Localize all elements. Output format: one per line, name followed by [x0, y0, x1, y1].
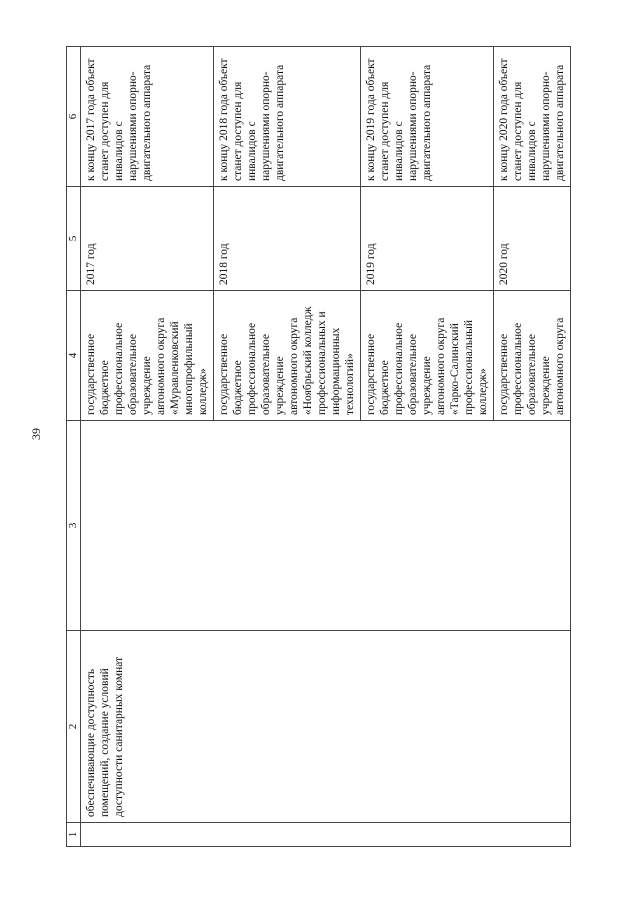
cell-year: 2017 год	[81, 187, 214, 291]
header-col-2: 2	[67, 631, 81, 823]
cell-year: 2019 год	[361, 187, 494, 291]
header-col-4: 4	[67, 291, 81, 421]
rotated-table-container	[66, 47, 566, 847]
header-col-6: 6	[67, 47, 81, 187]
cell-institution: государственное бюджетное профессиональное образовательное учреждение автономного округа «Ноябрьский колледж профессиональных и информационных технологий»	[214, 291, 361, 421]
header-col-5: 5	[67, 187, 81, 291]
measures-table	[66, 46, 571, 847]
header-col-1: 1	[67, 823, 81, 847]
table-row	[81, 47, 214, 847]
cell-institution: государственное бюджетное профессиональное образовательное учреждение автономного округа «Муравленковский многопрофильный колледж»	[81, 291, 214, 421]
cell-col-3	[81, 421, 571, 631]
cell-year: 2020 год	[494, 187, 571, 291]
header-col-3: 3	[67, 421, 81, 631]
cell-measure-description: обеспечивающие доступность помещений, создание условий доступности санитарных комнат	[81, 631, 571, 823]
header-row	[67, 47, 81, 847]
cell-institution: государственное профессиональное образовательное учреждение автономного округа	[494, 291, 571, 421]
cell-result: к концу 2020 года объект станет доступен для инвалидов с нарушениями опорно-двигательного аппарата	[494, 47, 571, 187]
page-number: 39	[29, 428, 43, 440]
cell-institution: государственное бюджетное профессиональное образовательное учреждение автономного округа «Тарко-Салинский профессиональный колледж»	[361, 291, 494, 421]
cell-year: 2018 год	[214, 187, 361, 291]
cell-result: к концу 2018 года объект станет доступен для инвалидов с нарушениями опорно-двигательного аппарата	[214, 47, 361, 187]
cell-result: к концу 2017 года объект станет доступен для инвалидов с нарушениями опорно-двигательного аппарата	[81, 47, 214, 187]
cell-result: к концу 2019 года объект станет доступен для инвалидов с нарушениями опорно-двигательного аппарата	[361, 47, 494, 187]
cell-col-1	[81, 823, 571, 847]
